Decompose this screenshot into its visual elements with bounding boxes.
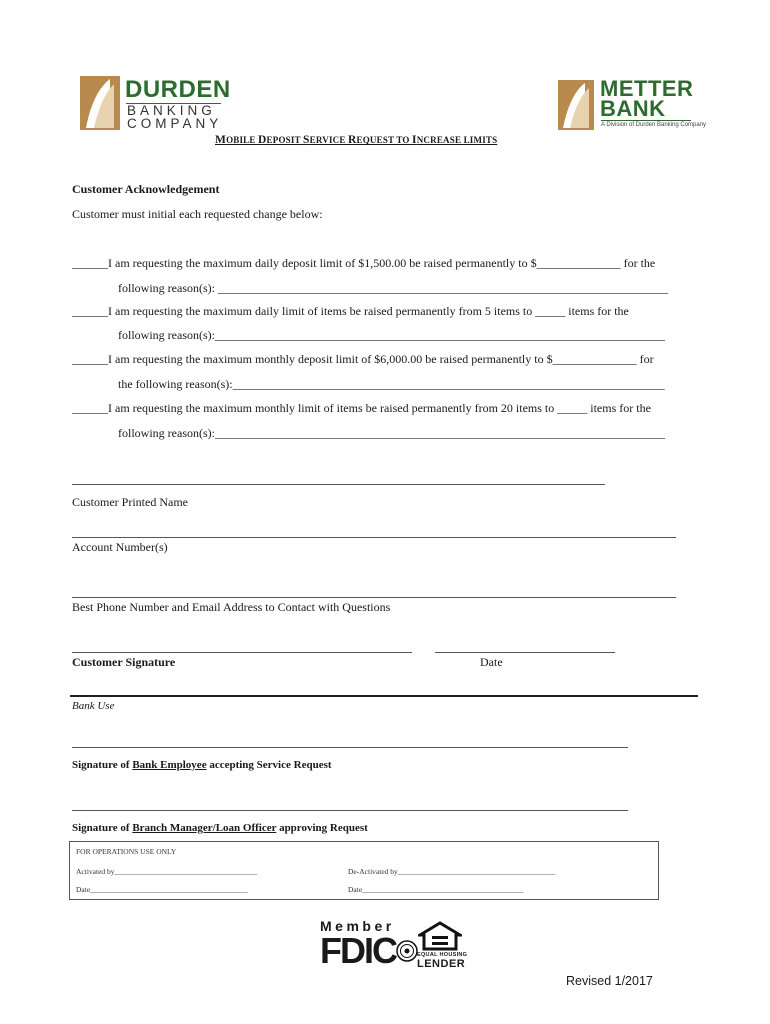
metter-logo-rule <box>601 120 691 121</box>
fdic-logo <box>320 918 412 972</box>
request-4-line1[interactable]: ______I am requesting the maximum monthly limit of items be raised permanently from 20 items to _____ items for the <box>72 401 651 415</box>
manager-signature-line[interactable] <box>72 810 628 811</box>
equal-housing-logo <box>417 921 468 971</box>
printed-name-line[interactable] <box>72 484 605 485</box>
contact-label: Best Phone Number and Email Address to Contact with Questions <box>72 600 391 614</box>
equal-housing-house-icon <box>418 921 462 951</box>
request-4-line2[interactable]: following reason(s):___________________________________________________________________________ <box>118 426 665 440</box>
request-1-line1[interactable]: ______I am requesting the maximum daily deposit limit of $1,500.00 be raised permanently to $______________ for the <box>72 256 656 270</box>
metter-logo-mark-icon <box>558 80 594 130</box>
acknowledgement-instruction: Customer must initial each requested change below: <box>72 207 323 221</box>
request-2-line2[interactable]: following reason(s):___________________________________________________________________________ <box>118 328 665 342</box>
request-3-line1[interactable]: ______I am requesting the maximum monthly deposit limit of $6,000.00 be raised permanently to $______________ for <box>72 352 654 366</box>
fdic-text: FDIC <box>320 930 396 971</box>
request-3-line2[interactable]: the following reason(s):________________________________________________________________________ <box>118 377 665 391</box>
revised-date: Revised 1/2017 <box>566 974 653 988</box>
account-number-line[interactable] <box>72 537 676 538</box>
durden-logo-mark-icon <box>80 76 120 130</box>
operations-box <box>69 841 659 900</box>
bank-use-label: Bank Use <box>72 700 115 712</box>
operations-deactivated-field[interactable]: De-Activated by__________________________________________ <box>348 867 556 876</box>
metter-logo-title1: METTER <box>600 76 694 101</box>
customer-signature-label: Customer Signature <box>72 655 176 669</box>
printed-name-label: Customer Printed Name <box>72 495 188 509</box>
durden-logo-sub1: BANKING <box>127 103 216 118</box>
fdic-member-text: Member <box>320 918 395 934</box>
contact-line[interactable] <box>72 597 676 598</box>
operations-header: FOR OPERATIONS USE ONLY <box>76 847 177 856</box>
fdic-seal-icon <box>396 940 418 962</box>
operations-date-right-field[interactable]: Date___________________________________________ <box>348 885 524 894</box>
durden-logo-sub2: COMPANY <box>127 116 223 131</box>
employee-signature-line[interactable] <box>72 747 628 748</box>
document-title: MOBILE DEPOSIT SERVICE REQUEST TO INCREASE LIMITS <box>215 134 498 146</box>
operations-activated-field[interactable]: Activated by______________________________________ <box>76 867 258 876</box>
equal-housing-line2: LENDER <box>417 958 466 970</box>
request-1-line2[interactable]: following reason(s): ___________________________________________________________________________ <box>118 281 668 295</box>
request-2-line1[interactable]: ______I am requesting the maximum daily limit of items be raised permanently from 5 items to _____ items for the <box>72 304 629 318</box>
bank-use-divider <box>70 695 698 697</box>
customer-date-line[interactable] <box>435 652 615 653</box>
durden-logo-title: DURDEN <box>125 76 231 103</box>
metter-logo-tagline: A Division of Durden Banking Company <box>601 122 707 128</box>
account-number-label: Account Number(s) <box>72 540 168 554</box>
employee-signature-label: Signature of Bank Employee accepting Service Request <box>72 759 332 771</box>
metter-logo <box>558 76 707 132</box>
metter-logo-title2: BANK <box>600 96 666 121</box>
durden-logo <box>80 76 230 132</box>
equal-housing-line1: EQUAL HOUSING <box>417 952 468 958</box>
customer-date-label: Date <box>480 655 503 669</box>
customer-signature-line[interactable] <box>72 652 412 653</box>
manager-signature-label: Signature of Branch Manager/Loan Officer approving Request <box>72 822 368 834</box>
acknowledgement-heading: Customer Acknowledgement <box>72 182 220 196</box>
operations-date-left-field[interactable]: Date__________________________________________ <box>76 885 248 894</box>
